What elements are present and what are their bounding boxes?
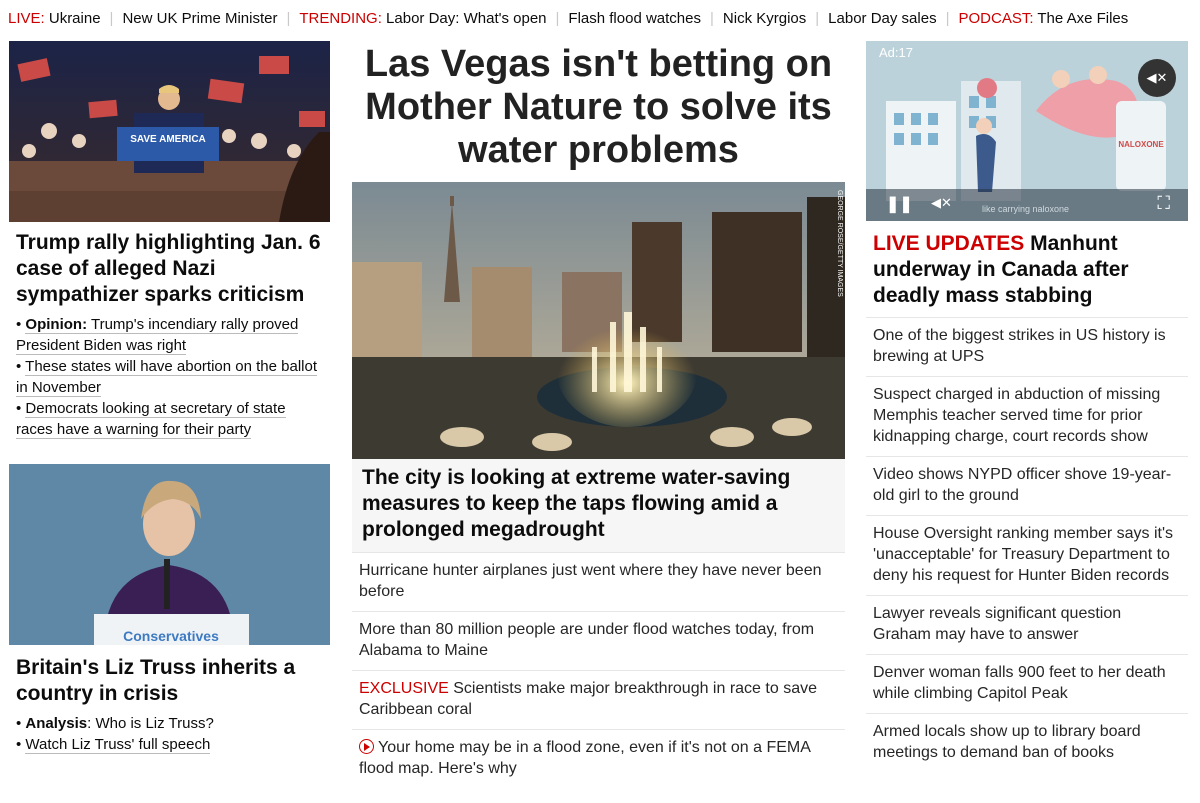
trending-bar: [0, 0, 1200, 36]
exclusive-tag: EXCLUSIVE: [359, 680, 449, 697]
trending-item-uk-pm[interactable]: [122, 10, 277, 27]
story-link-flood-watches[interactable]: [352, 611, 845, 670]
photo-credit: GEORGE ROSE/GETTY IMAGES: [836, 190, 843, 297]
video-ad-player[interactable]: [866, 41, 1188, 221]
right-column: [866, 41, 1188, 772]
trending-prefix: TRENDING:: [299, 9, 382, 27]
bottle-label: NALOXONE: [1118, 140, 1164, 149]
related-link-speech[interactable]: [25, 736, 210, 754]
story-text: Hurricane hunter airplanes just went where they have never been before: [359, 562, 822, 600]
las-vegas-photo[interactable]: [352, 182, 845, 459]
link-text: : Who is Liz Truss?: [87, 715, 214, 732]
trump-rally-photo[interactable]: [9, 41, 330, 222]
play-video-icon: [359, 739, 374, 754]
unmute-overlay-button[interactable]: ◀✕: [1138, 59, 1176, 97]
divider: |: [286, 9, 291, 27]
list-item: • These states will have abortion on the ballot in November: [16, 358, 317, 396]
story-link-capitol-peak[interactable]: Denver woman falls 900 feet to her death while climbing Capitol Peak: [866, 654, 1188, 713]
main-headline[interactable]: Las Vegas isn't betting on Mother Nature to solve its water problems: [364, 43, 833, 171]
middle-column: [352, 41, 845, 788]
trending-label: Nick Kyrgios: [722, 9, 807, 27]
story-link-graham[interactable]: Lawyer reveals significant question Graham may have to answer: [866, 595, 1188, 654]
podium-text: Conservatives: [123, 628, 219, 644]
story-link-nypd-video[interactable]: Video shows NYPD officer shove 19-year-old girl to the ground: [866, 456, 1188, 515]
liz-truss-headline[interactable]: Britain's Liz Truss inherits a country in crisis: [16, 656, 296, 705]
trending-label: Flash flood watches: [568, 9, 701, 27]
trending-item-labor-day[interactable]: [299, 10, 546, 27]
related-link-abortion[interactable]: [16, 358, 317, 397]
link-text: Democrats looking at secretary of state races have a warning for their party: [16, 400, 286, 438]
trending-item-sales[interactable]: [828, 10, 936, 27]
left-column: [9, 41, 330, 755]
related-link-opinion[interactable]: [16, 316, 298, 355]
divider: |: [555, 9, 560, 27]
list-item: • Democrats looking at secretary of state races have a warning for their party: [16, 400, 286, 438]
trending-item-kyrgios[interactable]: [723, 10, 806, 27]
story-link-coral[interactable]: [352, 670, 845, 729]
story-text: More than 80 million people are under flood watches today, from Alabama to Maine: [359, 621, 815, 659]
liz-truss-photo[interactable]: [9, 464, 330, 645]
link-text: Trump's incendiary rally proved President Biden was right: [16, 316, 299, 354]
trending-item-podcast[interactable]: [958, 10, 1128, 27]
story-text: Scientists make major breakthrough in race to save Caribbean coral: [359, 680, 817, 718]
label-opinion: Opinion:: [25, 316, 88, 333]
trump-rally-headline[interactable]: Trump rally highlighting Jan. 6 case of alleged Nazi sympathizer sparks criticism: [16, 231, 321, 306]
trending-label: New UK Prime Minister: [122, 9, 278, 27]
truss-related-links: [9, 707, 330, 755]
divider: |: [710, 9, 714, 27]
trending-item-flash-flood[interactable]: [568, 10, 701, 27]
las-vegas-caption[interactable]: The city is looking at extreme water-saving measures to keep the taps flowing amid a prolonged megadrought: [352, 459, 845, 552]
ad-caption: like carrying naloxone: [982, 204, 1070, 214]
live-updates-headline[interactable]: [866, 221, 1188, 317]
right-story-list: [866, 317, 1188, 772]
sign-text: SAVE AMERICA: [130, 134, 206, 145]
trending-prefix: PODCAST:: [958, 9, 1034, 27]
divider: |: [109, 9, 114, 27]
story-link-hunter-biden[interactable]: House Oversight ranking member says it's 'unacceptable' for Treasury Department to deny his request for Hunter Biden records: [866, 515, 1188, 595]
list-item: • Analysis: Who is Liz Truss?: [16, 715, 214, 732]
story-link-memphis-teacher[interactable]: Suspect charged in abduction of missing Memphis teacher served time for prior kidnapping charge, court records show: [866, 376, 1188, 456]
ad-countdown: Ad:17: [879, 45, 913, 60]
link-text: Watch Liz Truss' full speech: [25, 736, 211, 753]
divider: |: [815, 9, 820, 27]
trending-label: Ukraine: [44, 9, 101, 27]
list-item: • Watch Liz Truss' full speech: [16, 736, 211, 753]
story-link-flood-zone[interactable]: [352, 729, 845, 788]
story-text: Your home may be in a flood zone, even if it's not on a FEMA flood map. Here's why: [359, 739, 811, 777]
trending-prefix: LIVE:: [8, 9, 45, 27]
middle-story-list: [352, 552, 845, 788]
trending-label: Labor Day: What's open: [381, 9, 547, 27]
list-item: • Opinion: Trump's incendiary rally proved President Biden was right: [16, 316, 299, 354]
related-link-who-is-truss[interactable]: [25, 715, 213, 732]
fullscreen-icon[interactable]: ⛶: [1157, 193, 1170, 213]
trending-label: The Axe Files: [1033, 9, 1129, 27]
story-link-ups-strike[interactable]: One of the biggest strikes in US history is brewing at UPS: [866, 317, 1188, 376]
link-text: These states will have abortion on the ballot in November: [16, 358, 317, 396]
live-updates-tag: LIVE UPDATES: [873, 232, 1025, 255]
mute-icon[interactable]: ◀✕: [931, 195, 952, 210]
trump-related-links: [9, 308, 330, 440]
story-link-library-board[interactable]: Armed locals show up to library board meetings to demand ban of books: [866, 713, 1188, 772]
trending-item-ukraine[interactable]: [8, 10, 101, 27]
trending-label: Labor Day sales: [828, 9, 937, 27]
pause-icon[interactable]: ❚❚: [886, 196, 913, 213]
story-link-hurricane[interactable]: [352, 552, 845, 611]
related-link-democrats[interactable]: [16, 400, 286, 439]
label-analysis: Analysis: [25, 715, 88, 732]
headline-text: Manhunt underway in Canada after deadly mass stabbing: [873, 232, 1129, 307]
divider: |: [945, 9, 950, 27]
